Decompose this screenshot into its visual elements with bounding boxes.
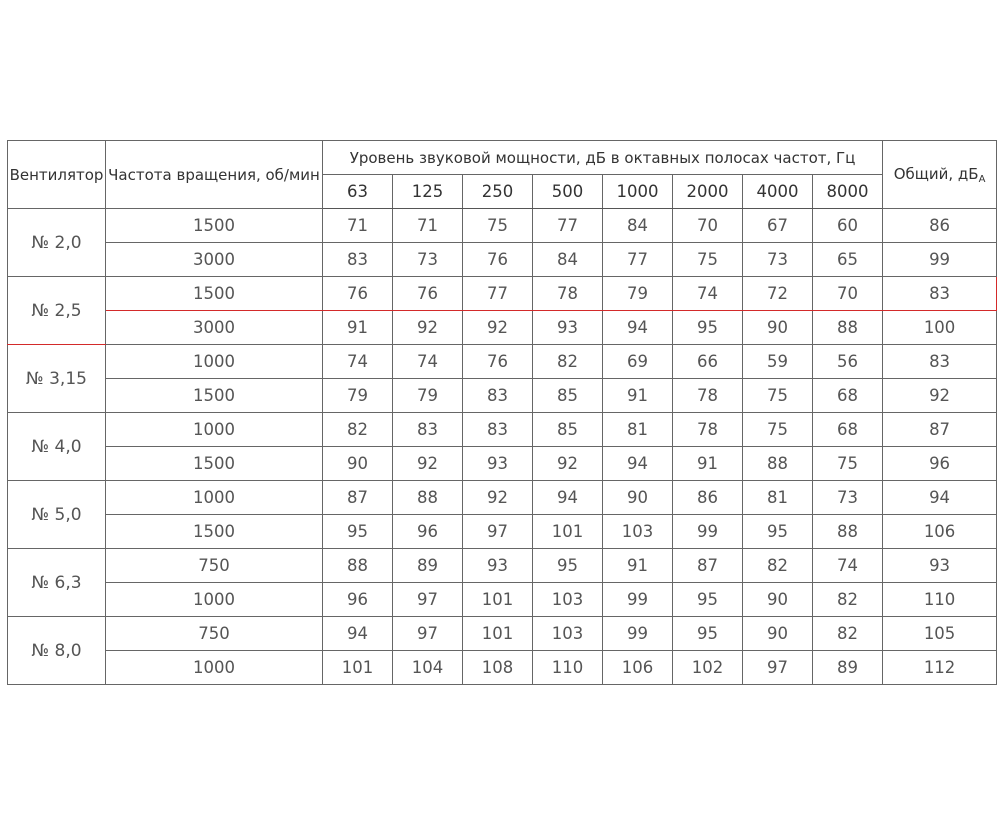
sound-level-cell: 76 — [463, 345, 533, 379]
sound-level-cell: 75 — [743, 413, 813, 447]
table-row — [8, 617, 997, 651]
sound-level-cell: 84 — [533, 243, 603, 277]
sound-level-cell: 79 — [323, 379, 393, 413]
total-level-cell: 96 — [883, 447, 997, 481]
sound-level-cell: 91 — [323, 311, 393, 345]
speed-column-header: Частота вращения, об/мин — [106, 141, 323, 209]
sound-level-cell: 92 — [463, 481, 533, 515]
sound-level-cell: 59 — [743, 345, 813, 379]
frequency-header-cell: 4000 — [743, 175, 813, 209]
sound-level-cell: 70 — [673, 209, 743, 243]
sound-level-cell: 88 — [813, 311, 883, 345]
sound-level-cell: 88 — [743, 447, 813, 481]
sound-level-cell: 86 — [673, 481, 743, 515]
frequency-header-cell: 8000 — [813, 175, 883, 209]
sound-level-cell: 95 — [673, 311, 743, 345]
sound-level-cell: 83 — [463, 413, 533, 447]
sound-level-cell: 78 — [673, 379, 743, 413]
table-row — [8, 515, 997, 549]
sound-level-cell: 75 — [813, 447, 883, 481]
sound-level-cell: 95 — [673, 617, 743, 651]
total-header-subscript: A — [978, 173, 986, 185]
total-column-header — [883, 141, 997, 209]
sound-level-cell: 97 — [393, 617, 463, 651]
sound-level-cell: 104 — [393, 651, 463, 685]
sound-level-cell: 68 — [813, 379, 883, 413]
total-level-cell: 92 — [883, 379, 997, 413]
sound-level-cell: 73 — [743, 243, 813, 277]
sound-level-cell: 76 — [463, 243, 533, 277]
sound-level-cell: 81 — [743, 481, 813, 515]
sound-level-cell: 106 — [603, 651, 673, 685]
sound-level-cell: 82 — [743, 549, 813, 583]
sound-level-cell: 74 — [393, 345, 463, 379]
frequency-header-cell: 125 — [393, 175, 463, 209]
frequency-header-cell: 250 — [463, 175, 533, 209]
total-level-cell: 83 — [883, 345, 997, 379]
sound-level-cell: 94 — [533, 481, 603, 515]
sound-level-cell: 95 — [673, 583, 743, 617]
total-level-cell: 99 — [883, 243, 997, 277]
header-row-top — [8, 141, 997, 175]
fan-model-cell: № 2,5 — [8, 277, 106, 345]
sound-level-cell: 96 — [323, 583, 393, 617]
sound-level-group-header: Уровень звуковой мощности, дБ в октавных полосах частот, Гц — [323, 141, 883, 175]
sound-level-cell: 84 — [603, 209, 673, 243]
rpm-cell: 1000 — [106, 481, 323, 515]
sound-level-cell: 90 — [323, 447, 393, 481]
sound-level-cell: 94 — [323, 617, 393, 651]
sound-level-cell: 68 — [813, 413, 883, 447]
fan-model-cell: № 3,15 — [8, 345, 106, 413]
rpm-cell: 3000 — [106, 311, 323, 345]
sound-level-cell: 83 — [463, 379, 533, 413]
sound-level-cell: 90 — [743, 617, 813, 651]
sound-level-cell: 91 — [603, 549, 673, 583]
table-row — [8, 549, 997, 583]
sound-level-cell: 101 — [323, 651, 393, 685]
sound-level-cell: 75 — [673, 243, 743, 277]
rpm-cell: 1500 — [106, 447, 323, 481]
sound-level-cell: 82 — [533, 345, 603, 379]
sound-level-cell: 71 — [393, 209, 463, 243]
sound-level-cell: 97 — [463, 515, 533, 549]
sound-level-cell: 70 — [813, 277, 883, 311]
sound-level-cell: 95 — [323, 515, 393, 549]
sound-level-cell: 75 — [743, 379, 813, 413]
sound-level-cell: 103 — [533, 617, 603, 651]
sound-level-cell: 88 — [393, 481, 463, 515]
fan-model-cell: № 8,0 — [8, 617, 106, 685]
sound-level-cell: 90 — [743, 311, 813, 345]
sound-level-cell: 108 — [463, 651, 533, 685]
total-level-cell: 110 — [883, 583, 997, 617]
total-level-cell: 83 — [883, 277, 997, 311]
sound-level-cell: 95 — [743, 515, 813, 549]
sound-level-cell: 82 — [323, 413, 393, 447]
sound-level-cell: 75 — [463, 209, 533, 243]
sound-level-cell: 77 — [533, 209, 603, 243]
fan-model-cell: № 5,0 — [8, 481, 106, 549]
sound-level-cell: 82 — [813, 583, 883, 617]
sound-level-cell: 95 — [533, 549, 603, 583]
sound-level-cell: 91 — [603, 379, 673, 413]
sound-level-cell: 83 — [323, 243, 393, 277]
table-row — [8, 583, 997, 617]
sound-level-cell: 94 — [603, 311, 673, 345]
sound-level-cell: 69 — [603, 345, 673, 379]
total-level-cell: 106 — [883, 515, 997, 549]
rpm-cell: 1000 — [106, 413, 323, 447]
sound-level-cell: 97 — [393, 583, 463, 617]
sound-level-cell: 87 — [323, 481, 393, 515]
rpm-cell: 1500 — [106, 515, 323, 549]
sound-level-cell: 93 — [463, 447, 533, 481]
total-level-cell: 86 — [883, 209, 997, 243]
sound-level-cell: 88 — [323, 549, 393, 583]
sound-level-cell: 72 — [743, 277, 813, 311]
sound-level-cell: 101 — [463, 617, 533, 651]
fan-model-cell: № 6,3 — [8, 549, 106, 617]
sound-level-cell: 79 — [393, 379, 463, 413]
sound-level-cell: 92 — [393, 447, 463, 481]
sound-level-cell: 99 — [603, 583, 673, 617]
rpm-cell: 750 — [106, 617, 323, 651]
sound-level-cell: 89 — [813, 651, 883, 685]
sound-level-cell: 90 — [603, 481, 673, 515]
frequency-header-cell: 63 — [323, 175, 393, 209]
total-level-cell: 87 — [883, 413, 997, 447]
sound-level-cell: 90 — [743, 583, 813, 617]
sound-level-cell: 93 — [463, 549, 533, 583]
total-level-cell: 94 — [883, 481, 997, 515]
rpm-cell: 1500 — [106, 209, 323, 243]
sound-level-cell: 92 — [533, 447, 603, 481]
sound-level-cell: 110 — [533, 651, 603, 685]
sound-level-cell: 101 — [463, 583, 533, 617]
sound-level-cell: 78 — [533, 277, 603, 311]
sound-level-cell: 81 — [603, 413, 673, 447]
total-level-cell: 93 — [883, 549, 997, 583]
table-row — [8, 243, 997, 277]
sound-level-cell: 74 — [813, 549, 883, 583]
table-row — [8, 413, 997, 447]
sound-level-cell: 99 — [673, 515, 743, 549]
table-row — [8, 311, 997, 345]
sound-level-cell: 89 — [393, 549, 463, 583]
sound-level-cell: 76 — [393, 277, 463, 311]
rpm-cell: 1500 — [106, 277, 323, 311]
rpm-cell: 1000 — [106, 651, 323, 685]
sound-level-cell: 74 — [323, 345, 393, 379]
sound-power-table — [7, 140, 997, 685]
sound-level-cell: 83 — [393, 413, 463, 447]
sound-level-cell: 73 — [393, 243, 463, 277]
sound-level-cell: 99 — [603, 617, 673, 651]
sound-level-cell: 67 — [743, 209, 813, 243]
rpm-cell: 1000 — [106, 583, 323, 617]
sound-level-cell: 103 — [603, 515, 673, 549]
sound-level-cell: 92 — [463, 311, 533, 345]
frequency-header-cell: 1000 — [603, 175, 673, 209]
sound-level-cell: 79 — [603, 277, 673, 311]
table-header — [8, 141, 997, 209]
fan-column-header: Вентилятор — [8, 141, 106, 209]
sound-level-cell: 82 — [813, 617, 883, 651]
table-row — [8, 651, 997, 685]
sound-level-cell: 56 — [813, 345, 883, 379]
total-level-cell: 100 — [883, 311, 997, 345]
sound-level-cell: 91 — [673, 447, 743, 481]
sound-level-cell: 88 — [813, 515, 883, 549]
sound-level-cell: 85 — [533, 413, 603, 447]
sound-level-cell: 103 — [533, 583, 603, 617]
frequency-header-cell: 2000 — [673, 175, 743, 209]
table-row — [8, 379, 997, 413]
sound-level-cell: 76 — [323, 277, 393, 311]
sound-level-cell: 92 — [393, 311, 463, 345]
total-level-cell: 112 — [883, 651, 997, 685]
sound-level-cell: 94 — [603, 447, 673, 481]
fan-model-cell: № 4,0 — [8, 413, 106, 481]
sound-level-cell: 87 — [673, 549, 743, 583]
rpm-cell: 1500 — [106, 379, 323, 413]
total-level-cell: 105 — [883, 617, 997, 651]
sound-level-cell: 65 — [813, 243, 883, 277]
sound-level-cell: 66 — [673, 345, 743, 379]
rpm-cell: 1000 — [106, 345, 323, 379]
table-row-highlighted — [8, 277, 997, 311]
rpm-cell: 3000 — [106, 243, 323, 277]
sound-level-cell: 85 — [533, 379, 603, 413]
total-header-label: Общий, дБ — [893, 164, 979, 183]
sound-level-cell: 74 — [673, 277, 743, 311]
fan-model-cell: № 2,0 — [8, 209, 106, 277]
table-row — [8, 209, 997, 243]
sound-level-cell: 60 — [813, 209, 883, 243]
table-row — [8, 447, 997, 481]
frequency-header-cell: 500 — [533, 175, 603, 209]
sound-level-cell: 77 — [603, 243, 673, 277]
table-body — [8, 209, 997, 685]
sound-level-cell: 96 — [393, 515, 463, 549]
sound-level-cell: 102 — [673, 651, 743, 685]
rpm-cell: 750 — [106, 549, 323, 583]
table-row — [8, 345, 997, 379]
sound-level-cell: 71 — [323, 209, 393, 243]
sound-level-cell: 93 — [533, 311, 603, 345]
sound-level-cell: 73 — [813, 481, 883, 515]
table-row — [8, 481, 997, 515]
sound-level-cell: 97 — [743, 651, 813, 685]
sound-level-cell: 77 — [463, 277, 533, 311]
sound-level-cell: 101 — [533, 515, 603, 549]
sound-level-cell: 78 — [673, 413, 743, 447]
